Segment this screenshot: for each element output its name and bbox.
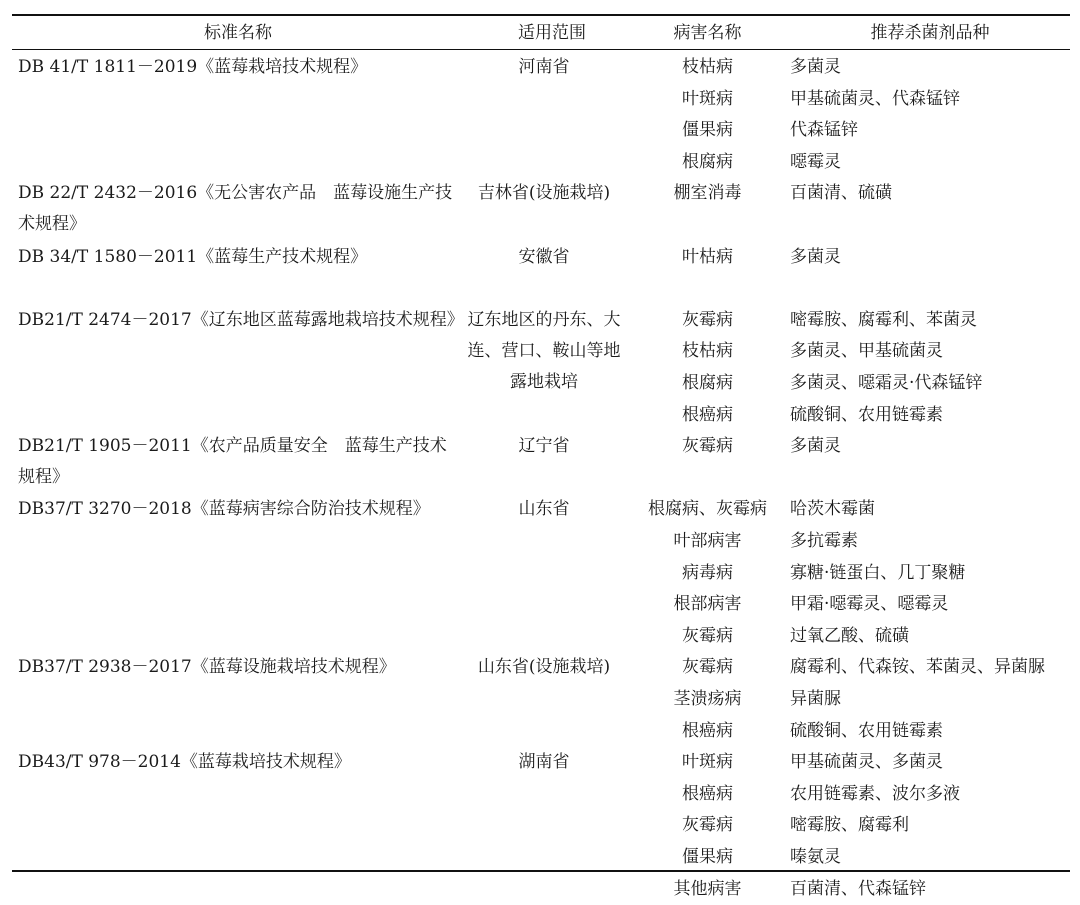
standard-name-cell: DB 41/T 1811－2019《蓝莓栽培技术规程》 <box>18 57 368 77</box>
fungicide-cell: 多抗霉素 <box>790 531 858 551</box>
disease-cell: 叶斑病 <box>682 88 733 109</box>
fungicide-cell: 硫酸铜、农用链霉素 <box>790 404 943 425</box>
standard-name-cell: DB37/T 2938－2017《蓝莓设施栽培技术规程》 <box>18 657 396 678</box>
scope-cell: 辽宁省 <box>518 436 570 457</box>
fungicide-cell: 嗪氨灵 <box>790 847 841 867</box>
scope-cell: 河南省 <box>518 57 570 77</box>
disease-cell: 叶枯病 <box>682 246 733 267</box>
fungicide-cell: 嘧霉胺、腐霉利、苯菌灵 <box>790 309 977 330</box>
fungicide-cell: 多菌灵、噁霜灵·代森锰锌 <box>790 373 983 393</box>
scope-cell: 湖南省 <box>518 752 570 773</box>
disease-cell: 叶部病害 <box>673 531 742 551</box>
standard-name-cell: DB43/T 978－2014《蓝莓栽培技术规程》 <box>18 752 351 773</box>
disease-cell: 病毒病 <box>682 562 733 583</box>
scope-cell: 山东省(设施栽培) <box>477 657 611 678</box>
disease-cell: 枝枯病 <box>682 57 733 77</box>
standard-name-cell: DB21/T 1905－2011《农产品质量安全 蓝莓生产技术规程》 <box>18 436 447 488</box>
standard-name-cell: DB 34/T 1580－2011《蓝莓生产技术规程》 <box>18 246 368 267</box>
disease-cell: 灰霉病 <box>682 309 733 330</box>
disease-cell: 枝枯病 <box>682 341 733 362</box>
disease-cell: 其他病害 <box>673 878 742 899</box>
disease-cell: 棚室消毒 <box>673 183 742 204</box>
disease-cell: 根癌病 <box>682 404 733 425</box>
fungicide-cell: 百菌清、代森锰锌 <box>790 878 926 899</box>
scope-cell: 安徽省 <box>518 246 570 267</box>
fungicide-cell: 噁霉灵 <box>790 151 841 172</box>
fungicide-cell: 多菌灵 <box>790 436 841 457</box>
fungicide-cell: 硫酸铜、农用链霉素 <box>790 720 943 741</box>
disease-cell: 茎溃疡病 <box>673 689 742 709</box>
standard-name-cell: DB21/T 2474－2017《辽东地区蓝莓露地栽培技术规程》 <box>18 309 464 330</box>
fungicide-cell: 多菌灵 <box>790 246 841 267</box>
fungicide-cell: 多菌灵、甲基硫菌灵 <box>790 341 943 362</box>
fungicide-cell: 异菌脲 <box>790 689 841 709</box>
header-disease: 病害名称 <box>673 23 742 43</box>
disease-cell: 灰霉病 <box>682 625 733 646</box>
scope-cell: 辽东地区的丹东、大连、营口、鞍山等地露地栽培 <box>467 309 621 392</box>
disease-cell: 根癌病 <box>682 783 733 804</box>
disease-cell: 灰霉病 <box>682 815 733 836</box>
disease-cell: 根腐病、灰霉病 <box>648 499 767 520</box>
fungicide-cell: 哈茨木霉菌 <box>790 499 875 520</box>
fungicide-cell: 甲基硫菌灵、代森锰锌 <box>790 88 960 109</box>
fungicide-cell: 甲霜·噁霉灵、噁霉灵 <box>790 594 949 615</box>
scope-cell: 山东省 <box>518 499 570 520</box>
fungicide-cell: 农用链霉素、波尔多液 <box>790 783 960 804</box>
table-bottom-rule <box>12 870 1070 872</box>
disease-cell: 根癌病 <box>682 720 733 741</box>
table-header-rule <box>12 49 1070 50</box>
table-top-rule <box>12 14 1070 16</box>
disease-cell: 叶斑病 <box>682 752 733 773</box>
fungicide-cell: 腐霉利、代森铵、苯菌灵、异菌脲 <box>790 657 1045 678</box>
disease-cell: 根部病害 <box>673 594 742 615</box>
disease-cell: 僵果病 <box>682 120 733 141</box>
fungicide-cell: 甲基硫菌灵、多菌灵 <box>790 752 943 773</box>
scope-cell: 吉林省(设施栽培) <box>477 183 611 204</box>
header-scope: 适用范围 <box>518 23 586 43</box>
disease-cell: 灰霉病 <box>682 436 733 457</box>
disease-cell: 僵果病 <box>682 847 733 867</box>
fungicide-cell: 代森锰锌 <box>790 120 858 141</box>
standard-name-cell: DB 22/T 2432－2016《无公害农产品 蓝莓设施生产技术规程》 <box>18 183 453 235</box>
fungicide-cell: 寡糖·链蛋白、几丁聚糖 <box>790 562 966 583</box>
disease-cell: 根腐病 <box>682 373 733 393</box>
fungicide-cell: 过氧乙酸、硫磺 <box>790 625 909 646</box>
fungicide-cell: 嘧霉胺、腐霉利 <box>790 815 909 836</box>
disease-cell: 灰霉病 <box>682 657 733 678</box>
header-fungicide: 推荐杀菌剂品种 <box>870 23 990 43</box>
standard-name-cell: DB37/T 3270－2018《蓝莓病害综合防治技术规程》 <box>18 499 430 520</box>
fungicide-cell: 多菌灵 <box>790 57 841 77</box>
disease-cell: 根腐病 <box>682 151 733 172</box>
fungicide-cell: 百菌清、硫磺 <box>790 183 892 204</box>
header-standard-name: 标准名称 <box>204 23 272 43</box>
